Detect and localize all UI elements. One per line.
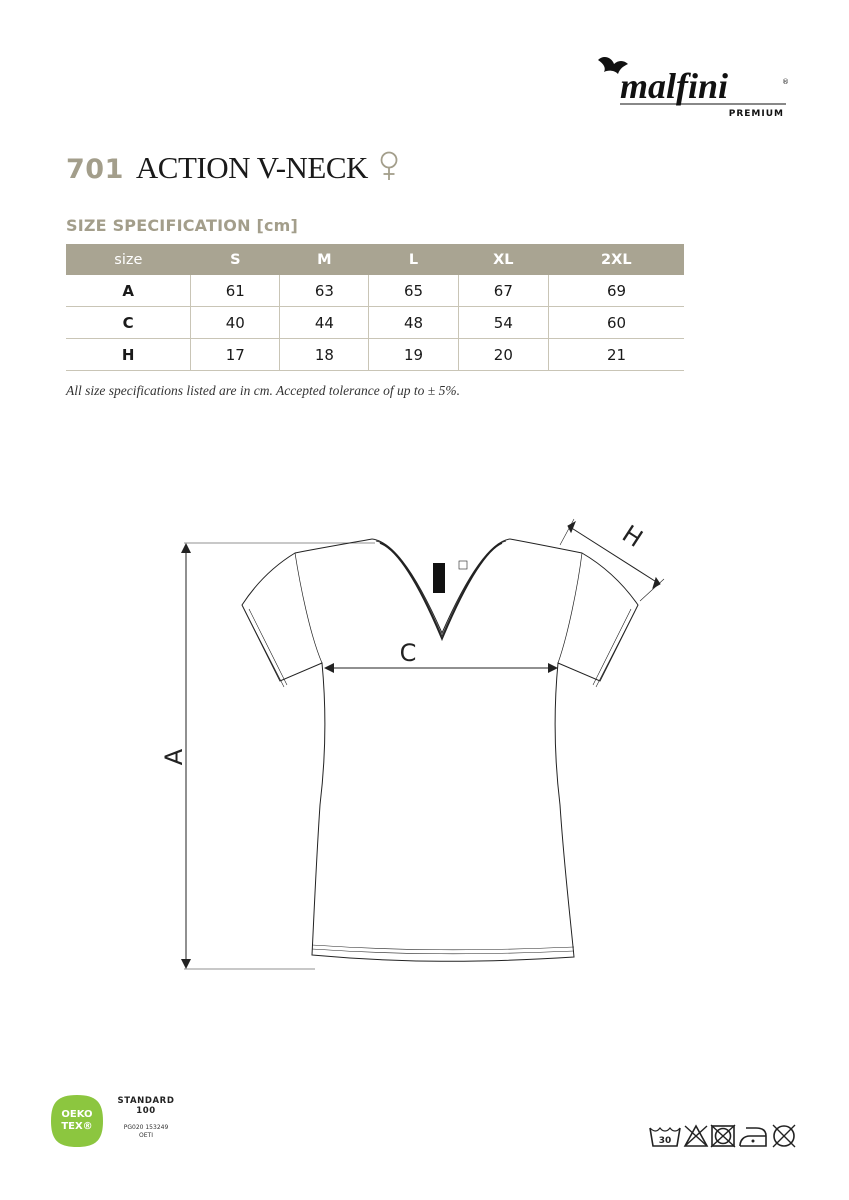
cert-institute: OETI xyxy=(139,1132,153,1139)
table-cell: 18 xyxy=(280,339,369,371)
dimension-h-line xyxy=(570,527,658,583)
product-title xyxy=(66,150,400,194)
size-table xyxy=(66,244,684,371)
table-cell: 61 xyxy=(191,275,280,307)
no-bleach-icon xyxy=(685,1126,707,1146)
table-cell: 67 xyxy=(458,275,549,307)
tshirt-diagram xyxy=(150,505,690,985)
care-symbols xyxy=(648,1122,808,1150)
standard-line1: STANDARD xyxy=(117,1096,175,1106)
standard-line2: 100 xyxy=(136,1106,156,1116)
table-cell: 21 xyxy=(549,339,684,371)
wash-temp: 30 xyxy=(658,1136,672,1146)
tolerance-note: All size specifications listed are in cm. Accepted tolerance of up to ± 5%. xyxy=(66,383,460,398)
header-cell: XL xyxy=(458,244,549,275)
row-label: A xyxy=(66,275,191,307)
table-cell: 44 xyxy=(280,307,369,339)
table-cell: 19 xyxy=(369,339,458,371)
row-label: C xyxy=(66,307,191,339)
header-cell: L xyxy=(369,244,458,275)
table-row xyxy=(66,339,684,371)
table-row xyxy=(66,307,684,339)
brand-logo xyxy=(590,48,800,120)
brand-name: malfini xyxy=(620,66,729,106)
header-cell: 2XL xyxy=(549,244,684,275)
badge-line1: OEKO xyxy=(61,1109,93,1120)
table-cell: 65 xyxy=(369,275,458,307)
table-cell: 48 xyxy=(369,307,458,339)
oeko-tex-badge xyxy=(50,1094,104,1148)
table-cell: 20 xyxy=(458,339,549,371)
no-dry-clean-icon xyxy=(773,1125,795,1147)
cert-number: PG020 153249 xyxy=(123,1124,169,1131)
row-label: H xyxy=(66,339,191,371)
tshirt-outline xyxy=(242,539,638,961)
iron-low-icon xyxy=(740,1128,766,1146)
table-cell: 63 xyxy=(280,275,369,307)
header-cell: S xyxy=(191,244,280,275)
neck-label xyxy=(433,563,445,593)
table-cell: 54 xyxy=(458,307,549,339)
female-symbol-icon xyxy=(378,151,400,181)
table-cell: 40 xyxy=(191,307,280,339)
table-header-row xyxy=(66,244,684,275)
table-cell: 17 xyxy=(191,339,280,371)
badge-line2: TEX® xyxy=(61,1121,93,1132)
table-cell: 60 xyxy=(549,307,684,339)
product-name: ACTION V-NECK xyxy=(135,150,368,185)
registered-mark: ® xyxy=(782,78,789,86)
brand-line: PREMIUM xyxy=(728,109,784,119)
section-title: SIZE SPECIFICATION [cm] xyxy=(66,216,299,235)
cert-details xyxy=(112,1124,180,1140)
dimension-c-label: C xyxy=(399,639,417,667)
product-number: 701 xyxy=(66,154,124,185)
dimension-a-label: A xyxy=(160,748,188,766)
oeko-tex-certification xyxy=(50,1094,180,1150)
table-row xyxy=(66,275,684,307)
no-tumble-dry-icon xyxy=(711,1125,735,1147)
dimension-h-label: H xyxy=(617,519,648,553)
wash-30-icon xyxy=(650,1128,680,1146)
header-cell: M xyxy=(280,244,369,275)
header-cell: size xyxy=(66,244,191,275)
standard-text xyxy=(112,1096,180,1116)
table-cell: 69 xyxy=(549,275,684,307)
